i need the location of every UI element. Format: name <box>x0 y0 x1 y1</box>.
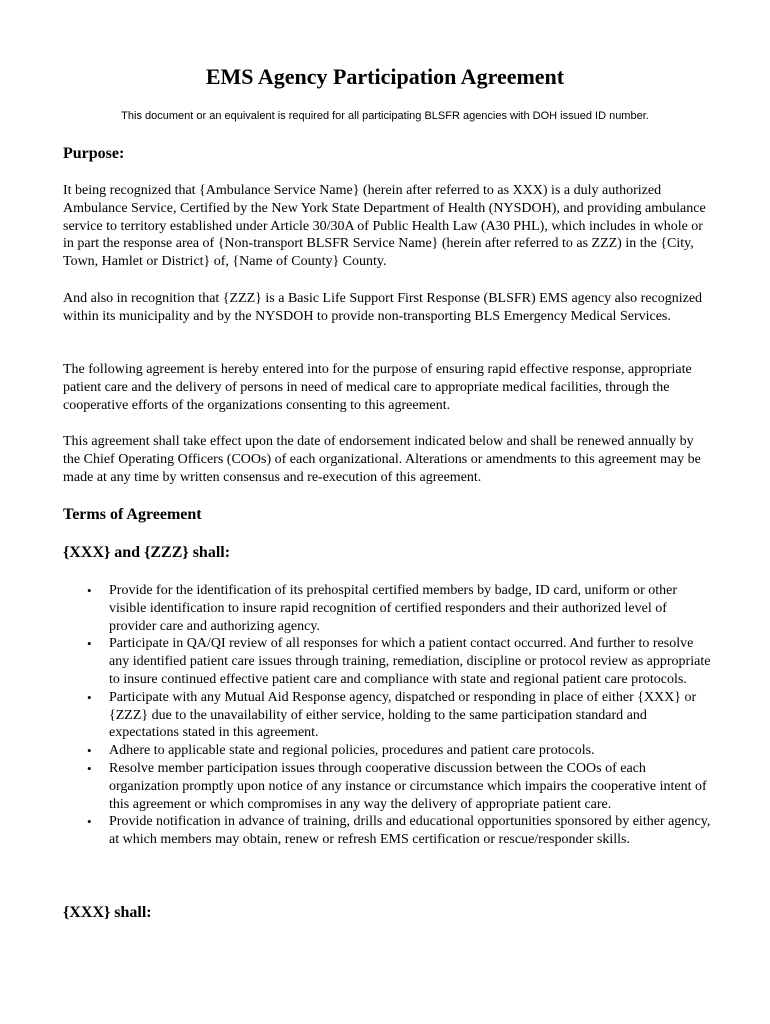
list-item <box>63 582 713 635</box>
list-item-text: Participate with any Mutual Aid Response agency, dispatched or responding in place of either {XXX} or {ZZZ} due to the unavailability of either service, holding to the same participation standard and expectations stated in this agreement. <box>109 689 697 741</box>
list-item-text: Provide for the identification of its prehospital certified members by badge, ID card, uniform or other visible identification to insure rapid recognition of certified responders and their authorized level of provider care and authorizing agency. <box>109 583 677 634</box>
list-item-text: Resolve member participation issues through cooperative discussion between the COOs of each organization promptly upon notice of any instance or circumstance which impairs the cooperative intent of this agreement or which compromises in any way the delivery of appropriate patient care. <box>109 760 707 812</box>
bullet-icon: • <box>87 814 92 830</box>
list-item-text: Adhere to applicable state and regional policies, procedures and patient care protocols. <box>109 743 595 759</box>
list-item <box>63 689 713 742</box>
purpose-paragraph-2: And also in recognition that {ZZZ} is a Basic Life Support First Response (BLSFR) EMS agency also recognized within its municipality and by the NYSDOH to provide non-transporting BLS Emergency Medical Services. <box>63 291 703 324</box>
list-item-text: Provide notification in advance of training, drills and educational opportunities sponsored by either agency, at which members may obtain, renew or refresh EMS certification or rescue/responder skills. <box>109 814 711 848</box>
purpose-heading: Purpose: <box>63 145 125 162</box>
bullet-icon: • <box>87 636 92 652</box>
bullet-icon: • <box>87 743 92 759</box>
purpose-paragraph-1: It being recognized that {Ambulance Service Name} (herein after referred to as XXX) is a duly authorized Ambulance Service, Certified by the New York State Department of Health (NYSDOH), and providing ambulance service to territory established under Article 30/30A of Public Health Law (A30 PHL), which includes in whole or in part the response area of {Non-transport BLSFR Service Name} (herein after referred to as ZZZ) in the {City, Town, Hamlet or District} of, {Name of County} County. <box>63 183 706 270</box>
document-subtitle: This document or an equivalent is required for all participating BLSFR agencies with DOH issued ID number. <box>121 110 649 122</box>
purpose-paragraph-4: This agreement shall take effect upon the date of endorsement indicated below and shall be renewed annually by the Chief Operating Officers (COOs) of each organizational. Alterations or amendments to this agreement may be made at any time by written consensus and re-execution of this agreement. <box>63 434 701 485</box>
bullet-icon: • <box>87 689 92 705</box>
list-item-text: Participate in QA/QI review of all responses for which a patient contact occurred. And further to resolve any identified patient care issues through training, remediation, discipline or protocol review as appropriate to insure continued effective patient care and compliance with state and regional patient care protocols. <box>109 636 711 687</box>
purpose-paragraph-3: The following agreement is hereby entered into for the purpose of ensuring rapid effective response, appropriate patient care and the delivery of persons in need of medical care to appropriate medical facilities, through the cooperative efforts of the organizations consenting to this agreement. <box>63 362 692 413</box>
bullet-icon: • <box>87 583 92 598</box>
list-item <box>63 813 713 849</box>
terms-heading: Terms of Agreement <box>63 506 202 523</box>
bullet-icon: • <box>87 760 92 776</box>
both-parties-heading: {XXX} and {ZZZ} shall: <box>63 544 231 561</box>
document-title: EMS Agency Participation Agreement <box>205 64 565 89</box>
obligations-list <box>63 582 713 849</box>
list-item <box>63 635 713 688</box>
list-item <box>63 742 713 760</box>
list-item <box>63 760 713 813</box>
xxx-heading: {XXX} shall: <box>63 904 152 921</box>
